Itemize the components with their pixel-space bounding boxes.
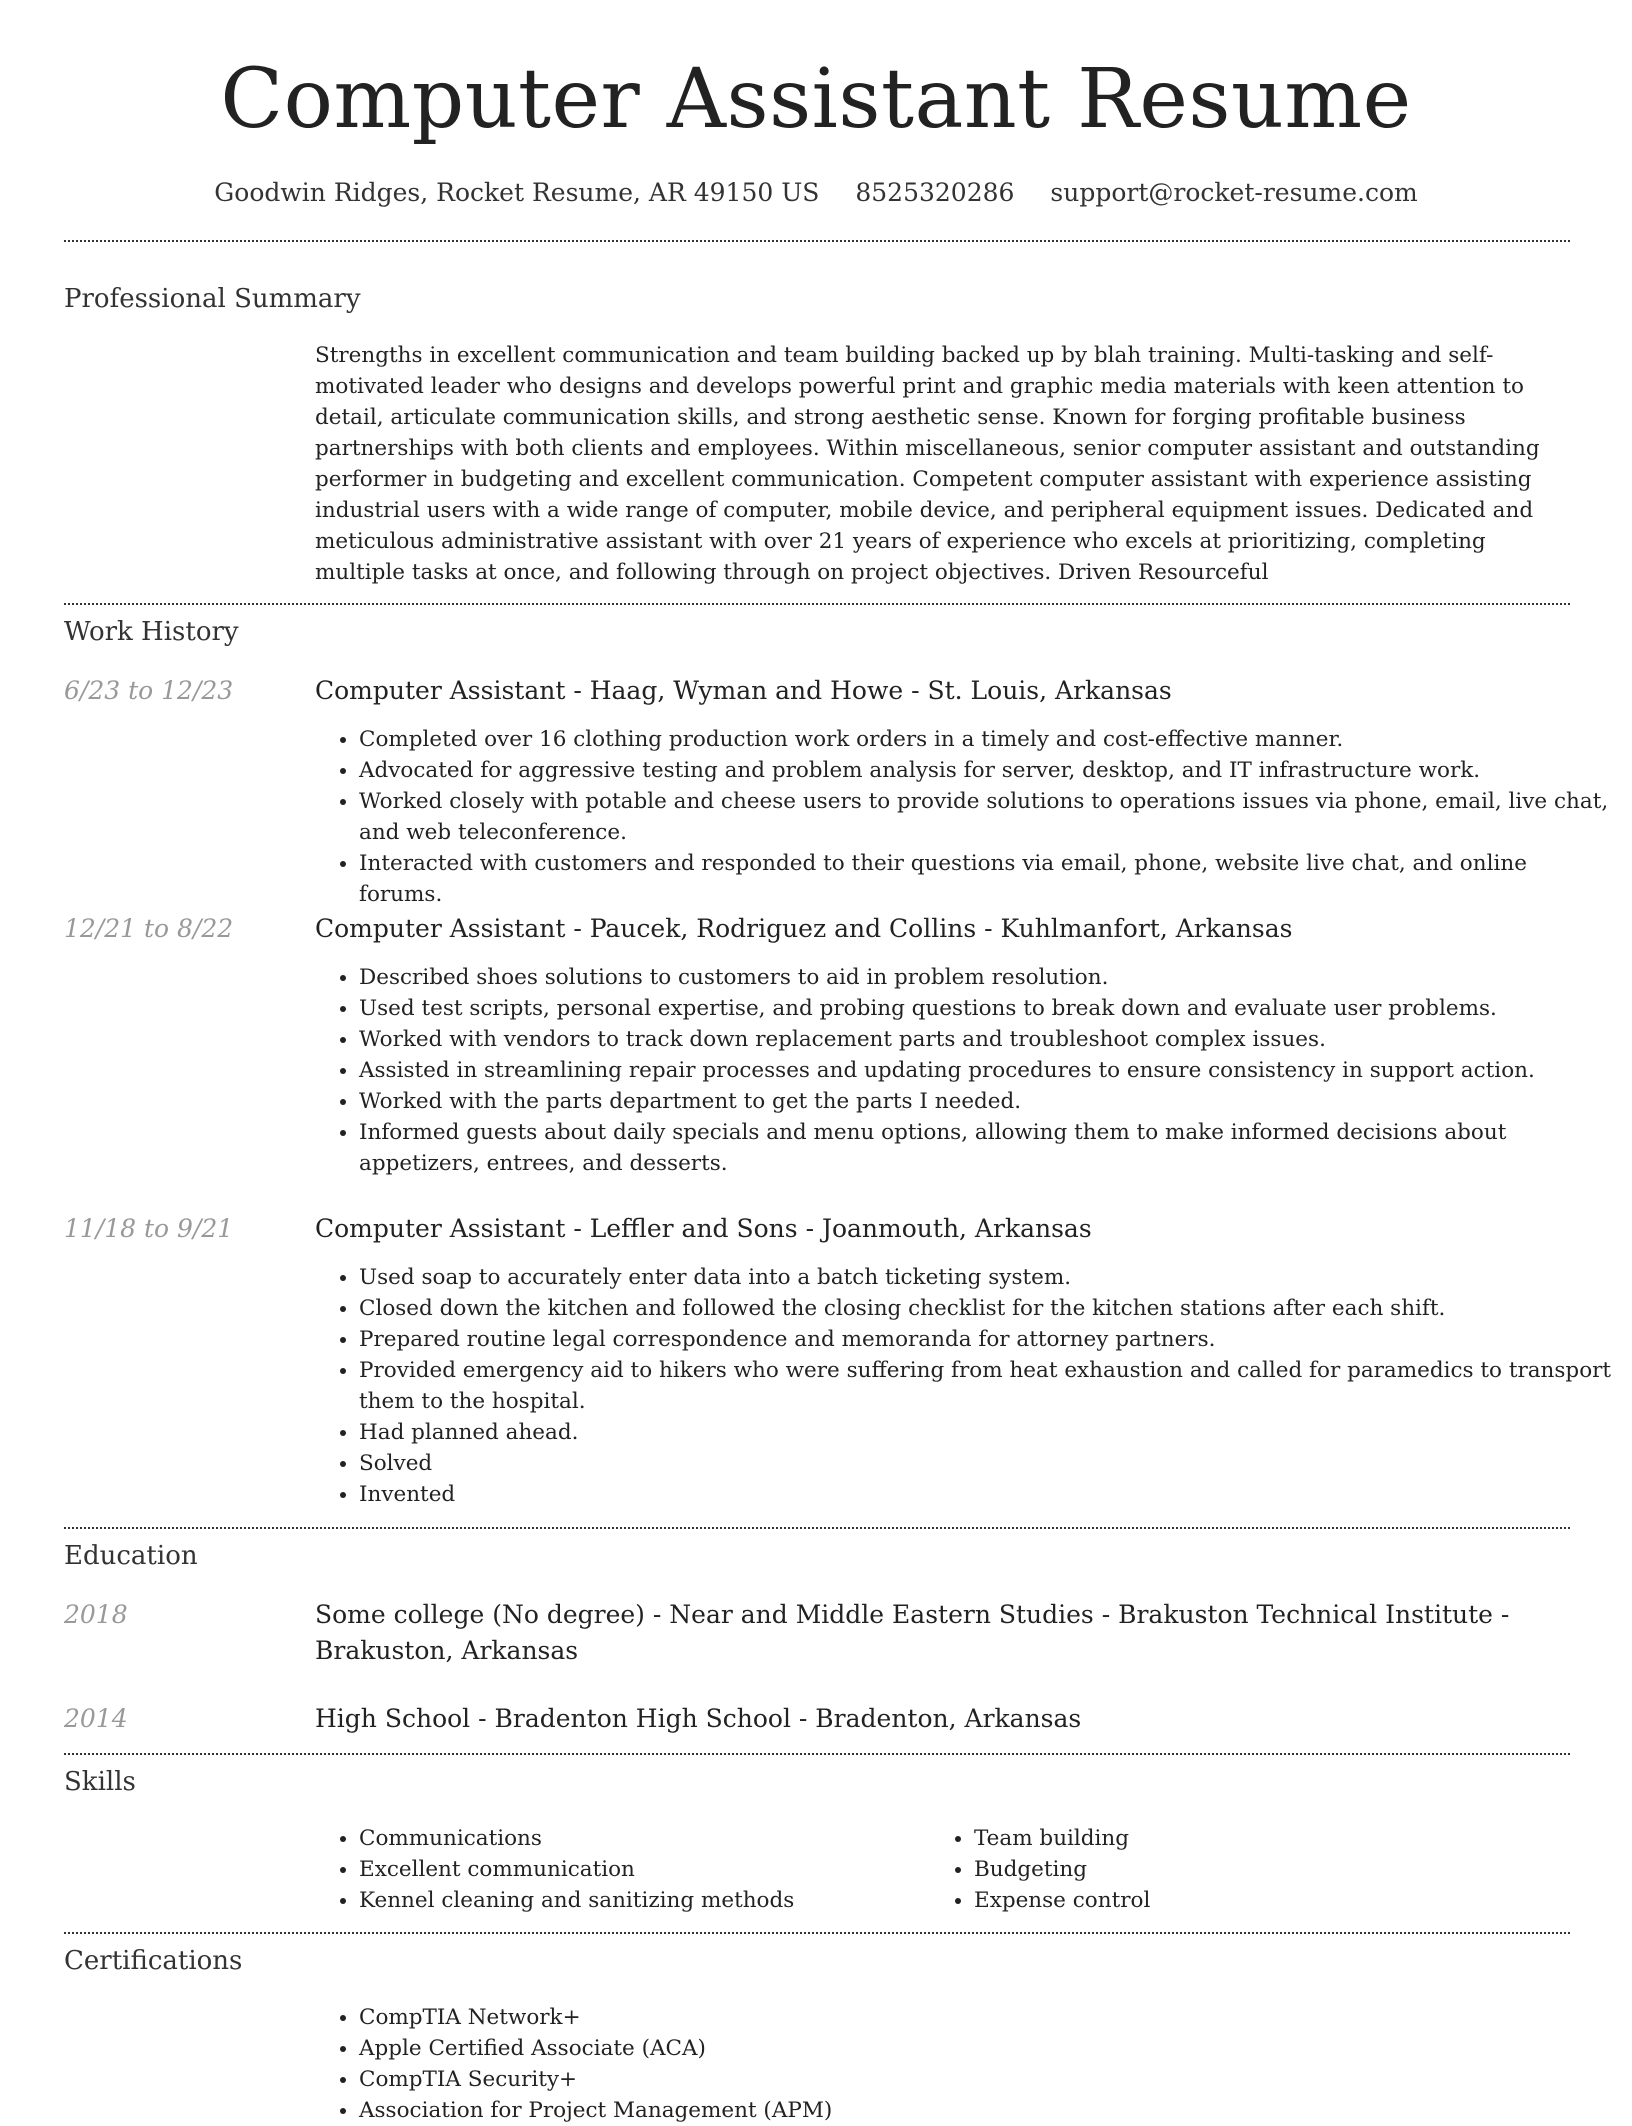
education-year: 2018 xyxy=(64,1600,128,1629)
contact-email: support@rocket-resume.com xyxy=(1050,178,1418,207)
bullet-item: • Invented xyxy=(359,1479,1614,1510)
bullet-item: • Worked with vendors to track down replacement parts and troubleshoot complex issues. xyxy=(359,1024,1614,1055)
skill-item: • Expense control xyxy=(974,1885,1574,1916)
section-title-summary: Professional Summary xyxy=(64,284,361,314)
skill-item: • Excellent communication xyxy=(359,1854,929,1885)
bullet-item: • Provided emergency aid to hikers who were suffering from heat exhaustion and called for paramedics to transport them to the hospital. xyxy=(359,1355,1614,1417)
job-title: Computer Assistant - Leffler and Sons - Joanmouth, Arkansas xyxy=(315,1214,1092,1243)
bullet-item: • Informed guests about daily specials and menu options, allowing them to make informed decisions about appetizers, entrees, and desserts. xyxy=(359,1117,1614,1179)
education-year: 2014 xyxy=(64,1704,128,1733)
bullet-item: • Described shoes solutions to customers to aid in problem resolution. xyxy=(359,962,1614,993)
contact-address: Goodwin Ridges, Rocket Resume, AR 49150 US xyxy=(214,178,820,207)
skill-item: • Team building xyxy=(974,1823,1574,1854)
divider xyxy=(64,603,1570,605)
job-bullets xyxy=(315,962,1614,1179)
section-title-skills: Skills xyxy=(64,1767,136,1797)
bullet-item: • Worked closely with potable and cheese users to provide solutions to operations issues via phone, email, live chat, and web teleconference. xyxy=(359,786,1614,848)
bullet-item: • Used test scripts, personal expertise, and probing questions to break down and evaluate user problems. xyxy=(359,993,1614,1024)
skill-item: • Budgeting xyxy=(974,1854,1574,1885)
bullet-item: • Advocated for aggressive testing and problem analysis for server, desktop, and IT infrastructure work. xyxy=(359,755,1614,786)
bullet-item: • Solved xyxy=(359,1448,1614,1479)
certification-item: • Association for Project Management (APM) xyxy=(359,2095,1614,2126)
section-title-work-history: Work History xyxy=(64,617,239,647)
job-title: Computer Assistant - Haag, Wyman and Howe - St. Louis, Arkansas xyxy=(315,676,1172,705)
job-dates: 6/23 to 12/23 xyxy=(64,676,234,705)
skills-list-right xyxy=(930,1823,1574,1916)
bullet-item: • Worked with the parts department to get the parts I needed. xyxy=(359,1086,1614,1117)
summary-text: Strengths in excellent communication and team building backed up by blah training. Multi-tasking and self-motivated leader who designs and develops powerful print and graphic media materials with keen attention to detail, articulate communication skills, and strong aesthetic sense. Known for forging profitable business partnerships with both clients and employees. Within miscellaneous, senior computer assistant and outstanding performer in budgeting and excellent communication. Competent computer assistant with experience assisting industrial users with a wide range of computer, mobile device, and peripheral equipment issues. Dedicated and meticulous administrative assistant with over 21 years of experience who excels at prioritizing, completing multiple tasks at once, and following through on project objectives. Driven Resourceful xyxy=(315,343,1540,585)
divider xyxy=(64,1527,1570,1529)
job-bullets xyxy=(315,1262,1614,1510)
contact-line xyxy=(0,178,1632,207)
certification-item: • Apple Certified Associate (ACA) xyxy=(359,2033,1614,2064)
skills-list-left xyxy=(315,1823,929,1916)
resume-title: Computer Assistant Resume xyxy=(220,52,1412,147)
certifications-list xyxy=(315,2002,1614,2126)
bullet-item: • Completed over 16 clothing production work orders in a timely and cost-effective manner. xyxy=(359,724,1614,755)
bullet-item: • Assisted in streamlining repair processes and updating procedures to ensure consistency in support action. xyxy=(359,1055,1614,1086)
education-entry: High School - Bradenton High School - Bradenton, Arkansas xyxy=(315,1704,1082,1733)
section-title-certifications: Certifications xyxy=(64,1946,243,1976)
bullet-item: • Used soap to accurately enter data into a batch ticketing system. xyxy=(359,1262,1614,1293)
divider xyxy=(64,1932,1570,1934)
divider xyxy=(64,240,1570,242)
job-title: Computer Assistant - Paucek, Rodriguez and Collins - Kuhlmanfort, Arkansas xyxy=(315,914,1293,943)
bullet-item: • Had planned ahead. xyxy=(359,1417,1614,1448)
job-bullets xyxy=(315,724,1614,910)
skill-item: • Communications xyxy=(359,1823,929,1854)
job-dates: 11/18 to 9/21 xyxy=(64,1214,234,1243)
bullet-item: • Closed down the kitchen and followed the closing checklist for the kitchen stations after each shift. xyxy=(359,1293,1614,1324)
certification-item: • CompTIA Security+ xyxy=(359,2064,1614,2095)
certification-item: • CompTIA Network+ xyxy=(359,2002,1614,2033)
contact-phone: 8525320286 xyxy=(855,178,1015,207)
skill-item: • Kennel cleaning and sanitizing methods xyxy=(359,1885,929,1916)
divider xyxy=(64,1753,1570,1755)
bullet-item: • Prepared routine legal correspondence and memoranda for attorney partners. xyxy=(359,1324,1614,1355)
education-entry: Some college (No degree) - Near and Middle Eastern Studies - Brakuston Technical Institute - Brakuston, Arkansas xyxy=(315,1600,1510,1665)
bullet-item: • Interacted with customers and responded to their questions via email, phone, website live chat, and online forums. xyxy=(359,848,1614,910)
job-dates: 12/21 to 8/22 xyxy=(64,914,234,943)
section-title-education: Education xyxy=(64,1541,198,1571)
